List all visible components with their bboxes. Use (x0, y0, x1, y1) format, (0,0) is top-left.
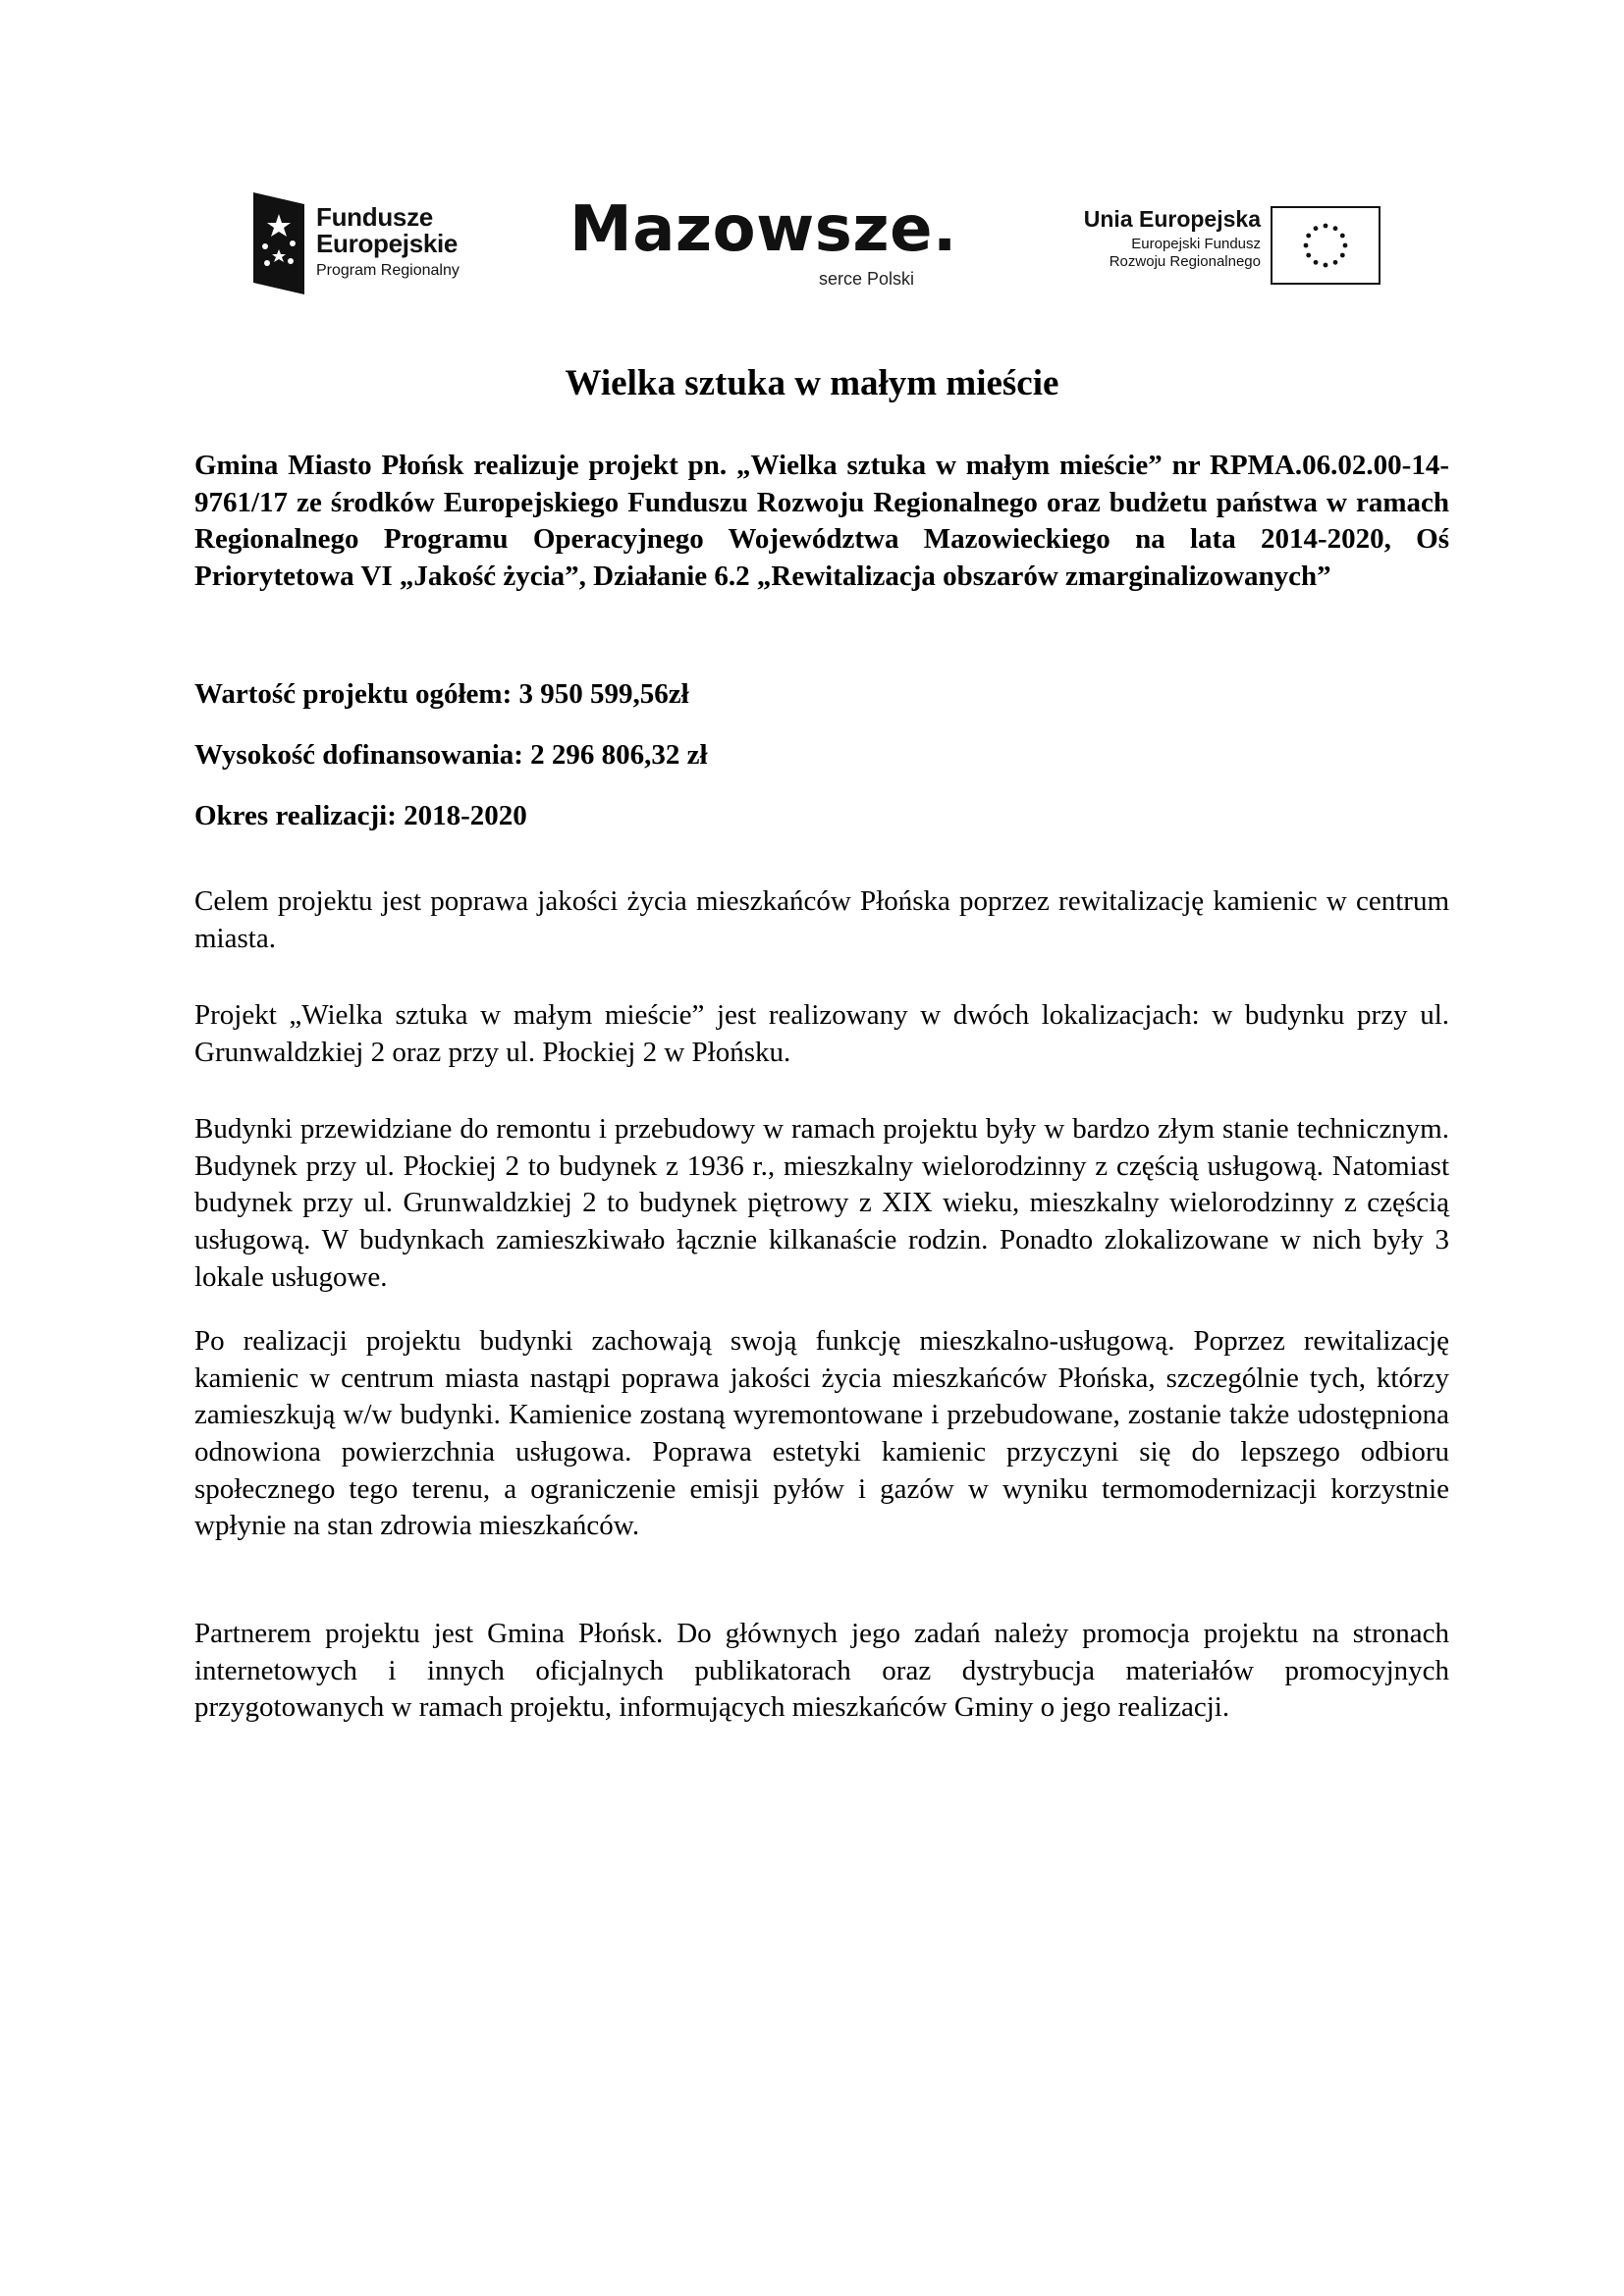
paragraph-partner (194, 1616, 1449, 1727)
fundusze-europejskie-logo (253, 187, 509, 300)
fe-line2: Europejskie (316, 229, 459, 259)
paragraph-outcomes (194, 1323, 1449, 1545)
mazowsze-logo (569, 193, 962, 296)
paragraph-text: Projekt „Wielka sztuka w małym mieście” jest realizowany w dwóch lokalizacjach: w budynku przy ul. Grunwaldzkiej 2 oraz przy ul. Płockiej 2 w Płońsku. (194, 999, 1449, 1068)
fe-text (316, 204, 460, 279)
fe-star-icon (253, 192, 304, 294)
paragraph-text: Partnerem projektu jest Gmina Płońsk. Do głównych jego zadań należy promocja projektu na stronach internetowych i innych oficjalnych publikatorach oraz dystrybucja materiałów promocyjnych przygotowanych w ramach projektu, informujących mieszkańców Gminy o jego realizacji. (194, 1618, 1449, 1724)
paragraph-locations (194, 997, 1449, 1071)
paragraph-text: Celem projektu jest poprawa jakości życia mieszkańców Płońska poprzez rewitalizację kamienic w centrum miasta. (194, 885, 1449, 954)
document-title: Wielka sztuka w małym mieście (565, 363, 1059, 403)
paragraph-text: Budynki przewidziane do remontu i przebudowy w ramach projektu były w bardzo złym stanie technicznym. Budynek przy ul. Płockiej 2 to budynek z 1936 r., mieszkalny wielorodzinny z częścią usługową. Natomiast budynek przy ul. Grunwaldzkiej 2 to budynek piętrowy z XIX wieku, mieszkalny wielorodzinny z częścią usługową. W budynkach zamieszkiwało łącznie kilkanaście rodzin. Ponadto zlokalizowane w nich były 3 lokale usługowe. (194, 1113, 1449, 1293)
unia-europejska-logo (1035, 206, 1380, 289)
eu-flag-icon (1271, 206, 1380, 285)
ue-line3: Rozwoju Regionalnego (1109, 252, 1261, 270)
fact-co-financing: Wysokość dofinansowania: 2 296 806,32 zł (194, 739, 708, 771)
fact-total-value: Wartość projektu ogółem: 3 950 599,56zł (194, 678, 689, 710)
paragraph-goal (194, 883, 1449, 957)
ue-line2: Europejski Fundusz (1131, 236, 1261, 253)
logo-band (253, 187, 1380, 304)
intro-paragraph (194, 448, 1449, 596)
ue-text (1084, 206, 1261, 270)
fe-line1: Fundusze (316, 202, 433, 232)
paragraph-buildings (194, 1111, 1449, 1296)
intro-text: Gmina Miasto Płońsk realizuje projekt pn. „Wielka sztuka w małym mieście” nr RPMA.06.02.00-14-9761/17 ze środków Europejskiego Funduszu Rozwoju Regionalnego oraz budżetu państwa w ramach Regionalnego Programu Operacyjnego Województwa Mazowieckiego na lata 2014-2020, Oś Priorytetowa VI „Jakość życia”, Działanie 6.2 „Rewitalizacja obszarów zmarginalizowanych” (194, 450, 1449, 593)
fe-line3: Program Regionalny (316, 261, 460, 279)
ue-line1: Unia Europejska (1083, 206, 1261, 232)
mazowsze-wordmark: Mazowsze. (569, 193, 957, 266)
mazowsze-subtitle: serce Polski (819, 269, 915, 289)
fact-period: Okres realizacji: 2018-2020 (194, 800, 527, 831)
paragraph-text: Po realizacji projektu budynki zachowają swoją funkcję mieszkalno-usługową. Poprzez rewitalizację kamienic w centrum miasta nastąpi poprawa jakości życia mieszkańców Płońska, szczególnie tych, którzy zamieszkują w/w budynki. Kamienice zostaną wyremontowane i przebudowane, zostanie także udostępniona odnowiona powierzchnia usługowa. Poprawa estetyki kamienic przyczyni się do lepszego odbioru społecznego tego terenu, a ograniczenie emisji pyłów i gazów w wyniku termomodernizacji korzystnie wpłynie na stan zdrowia mieszkańców. (194, 1325, 1449, 1542)
eu-stars-icon (1272, 208, 1379, 283)
